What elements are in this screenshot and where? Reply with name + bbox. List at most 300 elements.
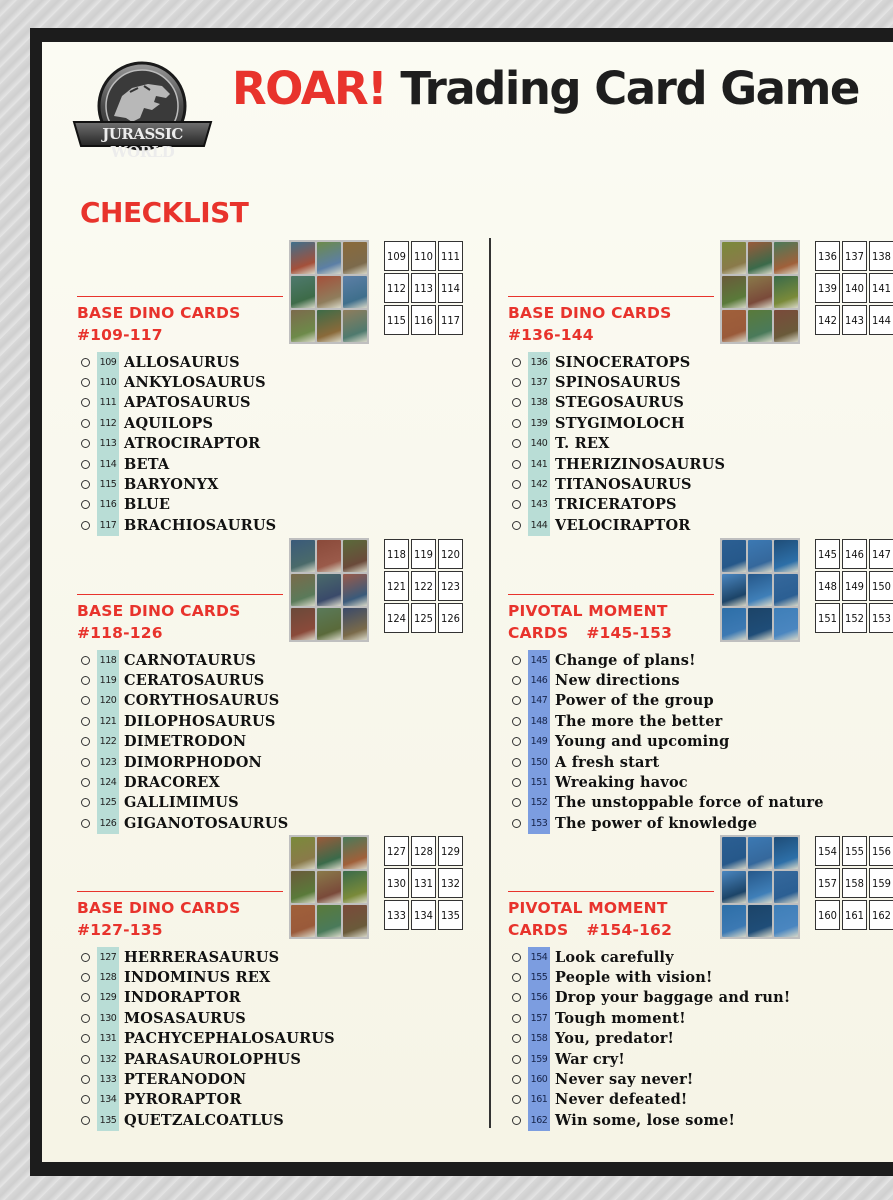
card-list bbox=[77, 947, 335, 1131]
card-name: DIMORPHODON bbox=[124, 753, 262, 771]
list-item bbox=[77, 434, 276, 454]
section-rule bbox=[508, 891, 714, 892]
number-box: 156 bbox=[869, 836, 893, 866]
card-thumbnail-grid bbox=[720, 240, 800, 344]
checkbox-circle-icon[interactable] bbox=[512, 696, 521, 705]
list-item bbox=[508, 691, 824, 711]
checkbox-circle-icon[interactable] bbox=[81, 419, 90, 428]
section-title-line2 bbox=[77, 622, 307, 644]
list-item bbox=[508, 495, 725, 515]
checkbox-circle-icon[interactable] bbox=[512, 737, 521, 746]
checkbox-circle-icon[interactable] bbox=[512, 1075, 521, 1084]
card-thumbnail bbox=[748, 608, 772, 640]
checkbox-circle-icon[interactable] bbox=[512, 973, 521, 982]
section-range: #145-153 bbox=[586, 624, 673, 642]
checkbox-circle-icon[interactable] bbox=[81, 521, 90, 530]
card-name: The power of knowledge bbox=[555, 814, 758, 832]
card-thumbnail bbox=[722, 242, 746, 274]
number-box: 135 bbox=[438, 900, 463, 930]
card-name: People with vision! bbox=[555, 969, 713, 987]
number-box: 148 bbox=[815, 571, 840, 601]
checkbox-circle-icon[interactable] bbox=[81, 439, 90, 448]
card-thumbnail bbox=[343, 242, 367, 274]
checklist-section bbox=[508, 835, 893, 1129]
list-item bbox=[508, 413, 725, 433]
list-item bbox=[508, 1049, 790, 1069]
checkbox-circle-icon[interactable] bbox=[81, 1095, 90, 1104]
section-title-line2 bbox=[508, 622, 738, 644]
card-name: Young and upcoming bbox=[555, 733, 730, 751]
list-item bbox=[77, 988, 335, 1008]
card-thumbnail bbox=[317, 574, 341, 606]
list-item bbox=[508, 474, 725, 494]
card-name: Change of plans! bbox=[555, 651, 696, 669]
section-rule bbox=[508, 296, 714, 297]
card-thumbnail bbox=[291, 905, 315, 937]
card-number-badge: 136 bbox=[528, 352, 550, 372]
checkbox-circle-icon[interactable] bbox=[81, 480, 90, 489]
card-thumbnail bbox=[722, 310, 746, 342]
checkbox-circle-icon[interactable] bbox=[81, 758, 90, 767]
checklist-section bbox=[508, 538, 893, 832]
card-number-badge: 157 bbox=[528, 1008, 550, 1028]
card-thumbnail bbox=[343, 574, 367, 606]
card-thumbnail bbox=[774, 574, 798, 606]
card-list bbox=[508, 650, 824, 834]
card-name: Never say never! bbox=[555, 1071, 694, 1089]
card-number-badge: 148 bbox=[528, 711, 550, 731]
card-thumbnail bbox=[317, 276, 341, 308]
list-item bbox=[508, 650, 824, 670]
checkbox-circle-icon[interactable] bbox=[81, 737, 90, 746]
checkbox-circle-icon[interactable] bbox=[512, 758, 521, 767]
card-number-badge: 143 bbox=[528, 495, 550, 515]
section-title-line1: PIVOTAL MOMENT bbox=[508, 899, 668, 917]
checkbox-circle-icon[interactable] bbox=[81, 696, 90, 705]
checklist-section bbox=[77, 835, 477, 1129]
checkbox-circle-icon[interactable] bbox=[512, 953, 521, 962]
card-number-badge: 129 bbox=[97, 988, 119, 1008]
list-item bbox=[77, 793, 288, 813]
list-item bbox=[77, 1069, 335, 1089]
card-thumbnail bbox=[291, 540, 315, 572]
card-name: CORYTHOSAURUS bbox=[124, 692, 280, 710]
section-rule bbox=[77, 594, 283, 595]
card-number-badge: 145 bbox=[528, 650, 550, 670]
number-box: 133 bbox=[384, 900, 409, 930]
card-thumbnail bbox=[774, 871, 798, 903]
card-number-badge: 160 bbox=[528, 1069, 550, 1089]
list-item bbox=[508, 1029, 790, 1049]
card-name: Never defeated! bbox=[555, 1091, 688, 1109]
card-thumbnail bbox=[317, 871, 341, 903]
section-title-prefix: CARDS bbox=[508, 921, 569, 939]
number-box: 122 bbox=[411, 571, 436, 601]
number-box: 114 bbox=[438, 273, 463, 303]
card-thumbnail bbox=[722, 871, 746, 903]
checkbox-circle-icon[interactable] bbox=[81, 1116, 90, 1125]
list-item bbox=[77, 413, 276, 433]
card-name: TITANOSAURUS bbox=[555, 476, 692, 494]
card-number-grid bbox=[815, 241, 893, 335]
card-thumbnail bbox=[774, 276, 798, 308]
list-item bbox=[508, 732, 824, 752]
checkbox-circle-icon[interactable] bbox=[512, 993, 521, 1002]
card-number-grid bbox=[384, 241, 463, 335]
list-item bbox=[77, 474, 276, 494]
list-item bbox=[508, 454, 725, 474]
section-range: #109-117 bbox=[77, 326, 163, 344]
checkbox-circle-icon[interactable] bbox=[81, 778, 90, 787]
number-box: 127 bbox=[384, 836, 409, 866]
section-rule bbox=[77, 296, 283, 297]
section-title-line2 bbox=[508, 919, 738, 941]
card-number-badge: 155 bbox=[528, 967, 550, 987]
section-heading bbox=[77, 302, 307, 346]
card-name: BETA bbox=[124, 455, 170, 473]
card-thumbnail bbox=[748, 310, 772, 342]
checkbox-circle-icon[interactable] bbox=[512, 656, 521, 665]
number-box: 150 bbox=[869, 571, 893, 601]
checkbox-circle-icon[interactable] bbox=[81, 819, 90, 828]
card-number-badge: 154 bbox=[528, 947, 550, 967]
list-item bbox=[508, 813, 824, 833]
card-name: Look carefully bbox=[555, 948, 674, 966]
number-box: 113 bbox=[411, 273, 436, 303]
checkbox-circle-icon[interactable] bbox=[81, 1034, 90, 1043]
checkbox-circle-icon[interactable] bbox=[81, 676, 90, 685]
card-name: STYGIMOLOCH bbox=[555, 414, 685, 432]
checkbox-circle-icon[interactable] bbox=[512, 1095, 521, 1104]
card-name: PACHYCEPHALOSAURUS bbox=[124, 1030, 335, 1048]
card-number-badge: 149 bbox=[528, 732, 550, 752]
card-number-badge: 156 bbox=[528, 988, 550, 1008]
checkbox-circle-icon[interactable] bbox=[81, 1014, 90, 1023]
card-number-badge: 130 bbox=[97, 1008, 119, 1028]
card-thumbnail bbox=[343, 540, 367, 572]
card-name: APATOSAURUS bbox=[124, 394, 251, 412]
number-box: 124 bbox=[384, 603, 409, 633]
checkbox-circle-icon[interactable] bbox=[81, 953, 90, 962]
card-thumbnail bbox=[317, 242, 341, 274]
card-thumbnail bbox=[317, 905, 341, 937]
checkbox-circle-icon[interactable] bbox=[81, 378, 90, 387]
list-item bbox=[508, 372, 725, 392]
checkbox-circle-icon[interactable] bbox=[512, 1055, 521, 1064]
checkbox-circle-icon[interactable] bbox=[81, 973, 90, 982]
card-name: ATROCIRAPTOR bbox=[124, 435, 261, 453]
card-list bbox=[508, 947, 790, 1131]
section-range: #127-135 bbox=[77, 921, 163, 939]
checkbox-circle-icon[interactable] bbox=[512, 676, 521, 685]
card-name: BRACHIOSAURUS bbox=[124, 516, 277, 534]
checkbox-circle-icon[interactable] bbox=[81, 358, 90, 367]
card-number-badge: 139 bbox=[528, 413, 550, 433]
card-name: Drop your baggage and run! bbox=[555, 989, 791, 1007]
number-box: 118 bbox=[384, 539, 409, 569]
card-name: You, predator! bbox=[555, 1030, 675, 1048]
checklist-section bbox=[77, 240, 477, 534]
card-thumbnail-grid bbox=[289, 835, 369, 939]
card-name: A fresh start bbox=[555, 753, 660, 771]
card-number-badge: 128 bbox=[97, 967, 119, 987]
checkbox-circle-icon[interactable] bbox=[512, 778, 521, 787]
checkbox-circle-icon[interactable] bbox=[81, 460, 90, 469]
number-box: 129 bbox=[438, 836, 463, 866]
card-thumbnail bbox=[774, 905, 798, 937]
number-box: 137 bbox=[842, 241, 867, 271]
number-box: 117 bbox=[438, 305, 463, 335]
checkbox-circle-icon[interactable] bbox=[81, 798, 90, 807]
card-thumbnail bbox=[748, 242, 772, 274]
list-item bbox=[77, 732, 288, 752]
card-number-badge: 162 bbox=[528, 1110, 550, 1130]
list-item bbox=[77, 947, 335, 967]
checkbox-circle-icon[interactable] bbox=[81, 717, 90, 726]
number-box: 126 bbox=[438, 603, 463, 633]
section-heading bbox=[508, 302, 738, 346]
card-name: GALLIMIMUS bbox=[124, 794, 239, 812]
number-box: 160 bbox=[815, 900, 840, 930]
list-item bbox=[77, 1008, 335, 1028]
card-name: VELOCIRAPTOR bbox=[555, 516, 691, 534]
card-number-badge: 140 bbox=[528, 434, 550, 454]
list-item bbox=[77, 1090, 335, 1110]
checkbox-circle-icon[interactable] bbox=[512, 460, 521, 469]
card-number-badge: 158 bbox=[528, 1029, 550, 1049]
card-thumbnail bbox=[774, 608, 798, 640]
card-number-badge: 123 bbox=[97, 752, 119, 772]
page-title bbox=[232, 62, 859, 115]
checkbox-circle-icon[interactable] bbox=[512, 480, 521, 489]
card-name: PARASAUROLOPHUS bbox=[124, 1050, 301, 1068]
checkbox-circle-icon[interactable] bbox=[81, 656, 90, 665]
section-range: #118-126 bbox=[77, 624, 163, 642]
number-box: 151 bbox=[815, 603, 840, 633]
checkbox-circle-icon[interactable] bbox=[81, 500, 90, 509]
card-thumbnail-grid bbox=[289, 240, 369, 344]
section-range: #136-144 bbox=[508, 326, 594, 344]
card-number-badge: 151 bbox=[528, 772, 550, 792]
section-title-line1: PIVOTAL MOMENT bbox=[508, 602, 668, 620]
card-thumbnail bbox=[343, 871, 367, 903]
checkbox-circle-icon[interactable] bbox=[512, 1014, 521, 1023]
card-number-badge: 124 bbox=[97, 772, 119, 792]
card-number-badge: 120 bbox=[97, 691, 119, 711]
list-item bbox=[508, 434, 725, 454]
checkbox-circle-icon[interactable] bbox=[81, 1075, 90, 1084]
checkbox-circle-icon[interactable] bbox=[512, 419, 521, 428]
number-box: 119 bbox=[411, 539, 436, 569]
checkbox-circle-icon[interactable] bbox=[512, 378, 521, 387]
card-name: ALLOSAURUS bbox=[124, 353, 240, 371]
card-number-badge: 147 bbox=[528, 691, 550, 711]
card-name: Win some, lose some! bbox=[555, 1111, 736, 1129]
number-box: 146 bbox=[842, 539, 867, 569]
section-title-prefix: CARDS bbox=[508, 624, 569, 642]
card-thumbnail bbox=[291, 276, 315, 308]
checkbox-circle-icon[interactable] bbox=[512, 1116, 521, 1125]
card-name: T. REX bbox=[555, 435, 610, 453]
card-number-badge: 122 bbox=[97, 732, 119, 752]
card-name: MOSASAURUS bbox=[124, 1009, 246, 1027]
card-number-badge: 116 bbox=[97, 495, 119, 515]
list-item bbox=[77, 813, 288, 833]
number-box: 125 bbox=[411, 603, 436, 633]
number-box: 116 bbox=[411, 305, 436, 335]
card-thumbnail bbox=[343, 608, 367, 640]
card-name: SINOCERATOPS bbox=[555, 353, 691, 371]
card-thumbnail bbox=[343, 276, 367, 308]
list-item bbox=[508, 711, 824, 731]
card-number-badge: 113 bbox=[97, 434, 119, 454]
checklist-section bbox=[508, 240, 893, 534]
card-thumbnail bbox=[343, 905, 367, 937]
card-name: DILOPHOSAURUS bbox=[124, 712, 276, 730]
card-number-badge: 114 bbox=[97, 454, 119, 474]
card-name: TRICERATOPS bbox=[555, 496, 677, 514]
jurassic-world-logo bbox=[70, 58, 215, 161]
number-box: 109 bbox=[384, 241, 409, 271]
number-box: 115 bbox=[384, 305, 409, 335]
number-box: 144 bbox=[869, 305, 893, 335]
card-thumbnail bbox=[748, 574, 772, 606]
list-item bbox=[77, 352, 276, 372]
card-name: INDOMINUS REX bbox=[124, 969, 271, 987]
number-box: 159 bbox=[869, 868, 893, 898]
card-thumbnail bbox=[748, 871, 772, 903]
list-item bbox=[77, 670, 288, 690]
card-number-badge: 112 bbox=[97, 413, 119, 433]
number-box: 110 bbox=[411, 241, 436, 271]
checkbox-circle-icon[interactable] bbox=[512, 1034, 521, 1043]
card-name: PYRORAPTOR bbox=[124, 1091, 242, 1109]
card-thumbnail bbox=[722, 608, 746, 640]
card-name: INDORAPTOR bbox=[124, 989, 241, 1007]
number-box: 141 bbox=[869, 273, 893, 303]
card-thumbnail-grid bbox=[720, 538, 800, 642]
card-name: SPINOSAURUS bbox=[555, 374, 681, 392]
section-title-line1: BASE DINO CARDS bbox=[508, 304, 672, 322]
card-thumbnail bbox=[343, 310, 367, 342]
card-thumbnail bbox=[291, 242, 315, 274]
number-box: 161 bbox=[842, 900, 867, 930]
list-item bbox=[77, 772, 288, 792]
card-thumbnail bbox=[722, 905, 746, 937]
number-box: 143 bbox=[842, 305, 867, 335]
checkbox-circle-icon[interactable] bbox=[512, 358, 521, 367]
card-number-grid bbox=[384, 836, 463, 930]
section-title-line1: BASE DINO CARDS bbox=[77, 899, 241, 917]
number-box: 120 bbox=[438, 539, 463, 569]
list-item bbox=[508, 352, 725, 372]
card-name: BLUE bbox=[124, 496, 171, 514]
card-number-badge: 141 bbox=[528, 454, 550, 474]
list-item bbox=[508, 1069, 790, 1089]
card-thumbnail bbox=[343, 837, 367, 869]
card-number-badge: 142 bbox=[528, 474, 550, 494]
list-item bbox=[508, 988, 790, 1008]
title-accent: ROAR! bbox=[232, 62, 387, 115]
list-item bbox=[77, 711, 288, 731]
card-name: CARNOTAURUS bbox=[124, 651, 256, 669]
card-name: ANKYLOSAURUS bbox=[124, 374, 266, 392]
card-thumbnail bbox=[291, 837, 315, 869]
card-name: New directions bbox=[555, 672, 680, 690]
card-number-badge: 134 bbox=[97, 1090, 119, 1110]
checkbox-circle-icon[interactable] bbox=[512, 798, 521, 807]
section-rule bbox=[508, 594, 714, 595]
card-name: STEGOSAURUS bbox=[555, 394, 685, 412]
card-number-badge: 144 bbox=[528, 515, 550, 535]
card-name: AQUILOPS bbox=[124, 414, 214, 432]
checkbox-circle-icon[interactable] bbox=[81, 993, 90, 1002]
checkbox-circle-icon[interactable] bbox=[81, 398, 90, 407]
card-name: PTERANODON bbox=[124, 1071, 247, 1089]
card-name: GIGANOTOSAURUS bbox=[124, 814, 289, 832]
list-item bbox=[77, 495, 276, 515]
list-item bbox=[508, 393, 725, 413]
list-item bbox=[77, 752, 288, 772]
card-thumbnail bbox=[722, 837, 746, 869]
checkbox-circle-icon[interactable] bbox=[512, 717, 521, 726]
card-name: Wreaking havoc bbox=[555, 774, 688, 792]
checklist-heading: CHECKLIST bbox=[80, 196, 249, 229]
checkbox-circle-icon[interactable] bbox=[512, 439, 521, 448]
checkbox-circle-icon[interactable] bbox=[81, 1055, 90, 1064]
card-number-badge: 126 bbox=[97, 813, 119, 833]
list-item bbox=[508, 772, 824, 792]
card-thumbnail bbox=[722, 276, 746, 308]
card-number-badge: 117 bbox=[97, 515, 119, 535]
section-title-line2 bbox=[508, 324, 738, 346]
section-title-line2 bbox=[77, 324, 307, 346]
section-rule bbox=[77, 891, 283, 892]
card-number-badge: 161 bbox=[528, 1090, 550, 1110]
card-thumbnail bbox=[748, 837, 772, 869]
card-list bbox=[77, 352, 276, 536]
card-number-badge: 119 bbox=[97, 670, 119, 690]
checkbox-circle-icon[interactable] bbox=[512, 500, 521, 509]
card-name: DRACOREX bbox=[124, 774, 220, 792]
card-thumbnail bbox=[317, 837, 341, 869]
number-box: 121 bbox=[384, 571, 409, 601]
card-thumbnail bbox=[291, 310, 315, 342]
checkbox-circle-icon[interactable] bbox=[512, 819, 521, 828]
list-item bbox=[77, 372, 276, 392]
card-number-badge: 127 bbox=[97, 947, 119, 967]
card-number-badge: 137 bbox=[528, 372, 550, 392]
card-thumbnail bbox=[317, 310, 341, 342]
checkbox-circle-icon[interactable] bbox=[512, 521, 521, 530]
card-number-badge: 125 bbox=[97, 793, 119, 813]
number-box: 112 bbox=[384, 273, 409, 303]
list-item bbox=[77, 515, 276, 535]
section-heading bbox=[508, 600, 738, 644]
checkbox-circle-icon[interactable] bbox=[512, 398, 521, 407]
number-box: 158 bbox=[842, 868, 867, 898]
card-name: War cry! bbox=[555, 1050, 625, 1068]
number-box: 132 bbox=[438, 868, 463, 898]
card-number-badge: 152 bbox=[528, 793, 550, 813]
card-number-badge: 115 bbox=[97, 474, 119, 494]
logo-text: JURASSIC WORLD bbox=[102, 125, 183, 161]
card-number-badge: 146 bbox=[528, 670, 550, 690]
card-number-badge: 109 bbox=[97, 352, 119, 372]
card-name: The unstoppable force of nature bbox=[555, 794, 824, 812]
card-number-grid bbox=[815, 836, 893, 930]
number-box: 130 bbox=[384, 868, 409, 898]
